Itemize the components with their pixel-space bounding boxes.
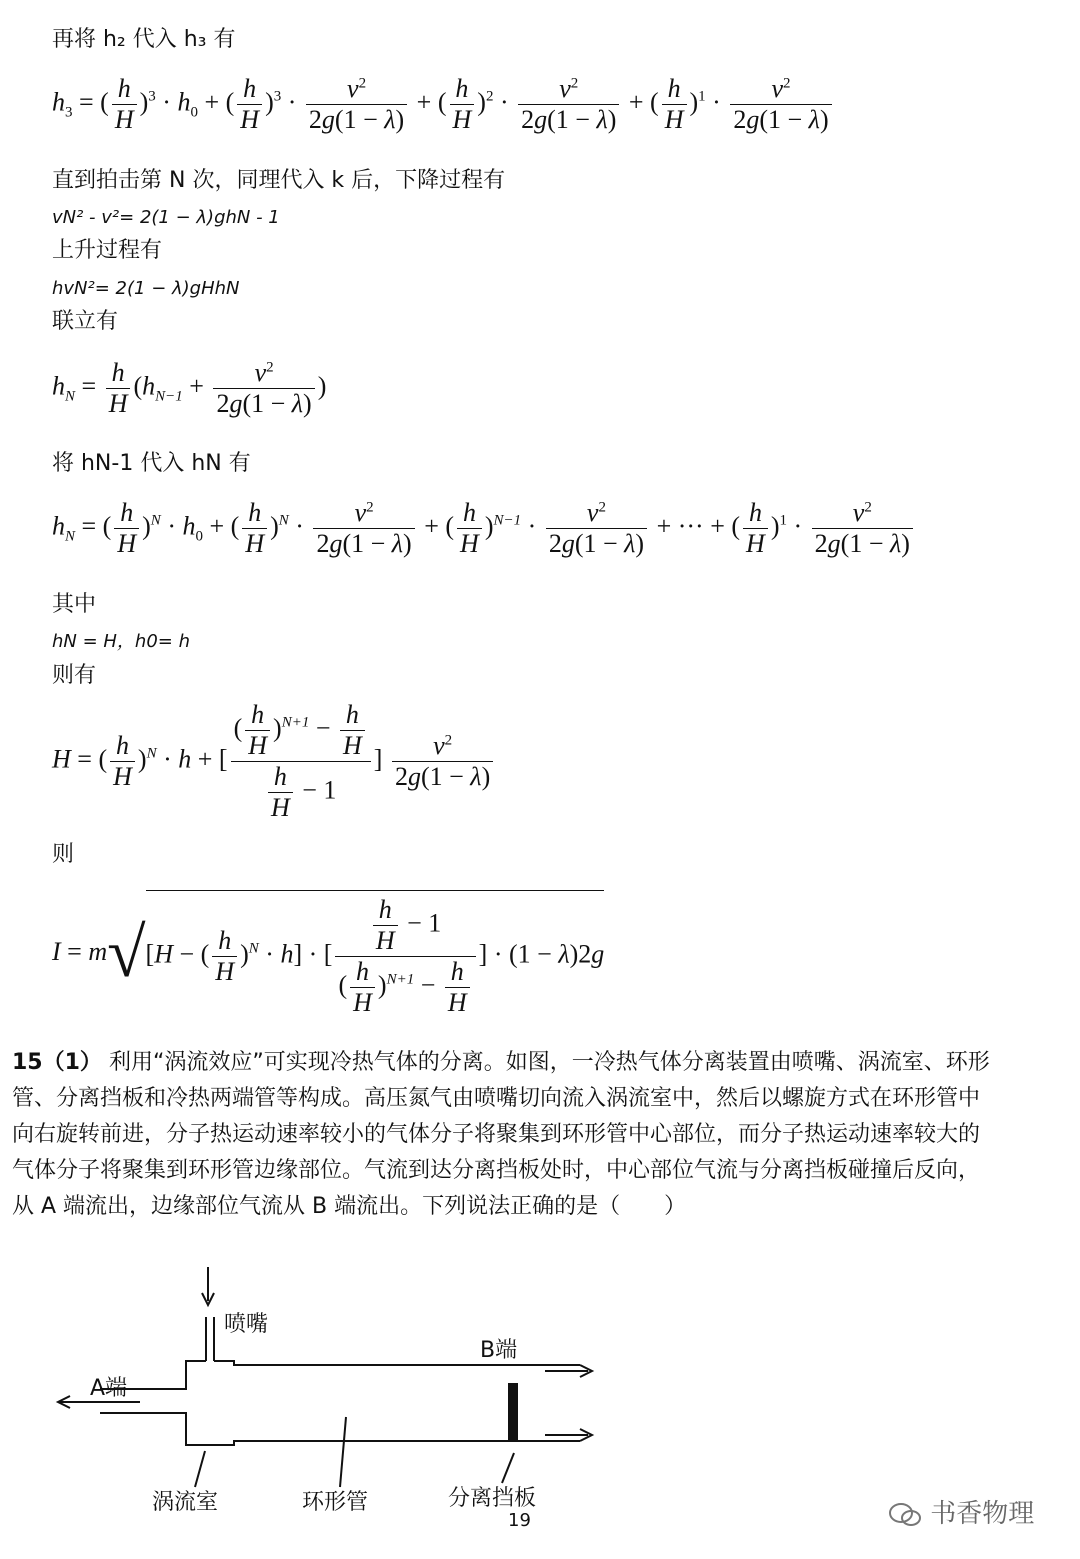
wechat-icon (888, 1502, 922, 1528)
text-line-then: 则 (52, 842, 75, 867)
text-line-combine: 联立有 (52, 309, 119, 334)
label-b-end: B端 (480, 1338, 518, 1363)
equation-h3: $h_3$ = ( $\frac{h}{H}$ )$^3 \cdot h_0$ + ( $\frac{h}{H}$ )$^3$ · $\frac{v^2}{2g(1 - \lambda)}$ + ( $\frac{h}{H}$ )$^2$ · $\frac{v^2}{2g(1 - \lambda)}$ + ( $\frac{h}{H}$ )$^1$ · $\frac{v^2}{2g(1 - \lambda)}$ (52, 74, 835, 135)
equation-hN: $h_N$ = $\frac{h}{H}$ ($h_{N-1}$ + $\frac{v^2}{2g(1 - \lambda)}$ ) (52, 358, 327, 418)
label-nozzle: 喷嘴 (224, 1312, 269, 1337)
label-a-end: A端 (90, 1376, 128, 1401)
text-line-substitute-h2: 再将 h₂ 代入 h₃ 有 (52, 27, 236, 52)
label-baffle: 分离挡板 (448, 1486, 537, 1511)
equation-hN-series: $h_N$ = ( $\frac{h}{H}$ )$^N \cdot h_0$ + ( $\frac{h}{H}$ )$^N$ · $\frac{v^2}{2g(1 - \lambda)}$ + ( $\frac{h}{H}$ )$^{N-1}$ · $\frac{v^2}{2g(1 - \lambda)}$ + ··· + ( $\frac{h}{H}$ )$^1$ · $\frac{v^2}{2g(1 - \lambda)}$ (52, 498, 916, 559)
text-line-nth-hit: 直到拍击第 N 次，同理代入 k 后，下降过程有 (52, 168, 506, 193)
watermark (888, 1493, 1034, 1530)
text-line-descent-eq: vN² - v²= 2(1 − λ)ghN - 1 (52, 207, 280, 228)
problem-15 (12, 1045, 997, 1225)
watermark-text: 书香物理 (930, 1499, 1035, 1529)
text-line-where: 其中 (52, 592, 97, 617)
equation-I: I = m√[H − ( $\frac{h}{H}$ )$^N$ · h] · [ $\frac{h}{H}$ − 1 ( $\frac{h}{H}$ )$^{N+1}$ − $\frac{h}{H}$ ] · (1 − λ)2g (52, 890, 604, 1018)
text-line-conditions: hN = H，h0= h (52, 631, 191, 652)
equation-H: H = ( $\frac{h}{H}$ )$^N$ · h + [ ( $\frac{h}{H}$ )$^{N+1}$ − $\frac{h}{H}$ $\frac{h}{H}$ − 1 ] $\frac{v^2}{2g(1 - \lambda)}$ (52, 700, 496, 823)
page-number: 19 (508, 1510, 531, 1531)
text-line-ascent: 上升过程有 (52, 238, 163, 263)
problem-text: 利用“涡流效应”可实现冷热气体的分离。如图，一冷热气体分离装置由喷嘴、涡流室、环形管、分离挡板和冷热两端管等构成。高压氮气由喷嘴切向流入涡流室中，然后以螺旋方式在环形管中向右旋转前进，分子热运动速率较小的气体分子将聚集到环形管中心部位，而分子热运动速率较大的气体分子将聚集到环形管边缘部位。气流到达分离挡板处时，中心部位气流与分离挡板碰撞后反向，从 A 端流出，边缘部位气流从 B 端流出。下列说法正确的是（ ） (12, 1050, 990, 1219)
problem-number: 15（1） (12, 1050, 102, 1075)
vortex-tube-diagram (40, 1265, 660, 1515)
label-ring-tube: 环形管 (302, 1490, 369, 1515)
text-line-then-have: 则有 (52, 663, 97, 688)
text-line-substitute-hN1: 将 hN-1 代入 hN 有 (52, 451, 251, 476)
label-vortex-chamber: 涡流室 (152, 1490, 219, 1515)
text-line-ascent-eq: hvN²= 2(1 − λ)gHhN (52, 278, 240, 299)
